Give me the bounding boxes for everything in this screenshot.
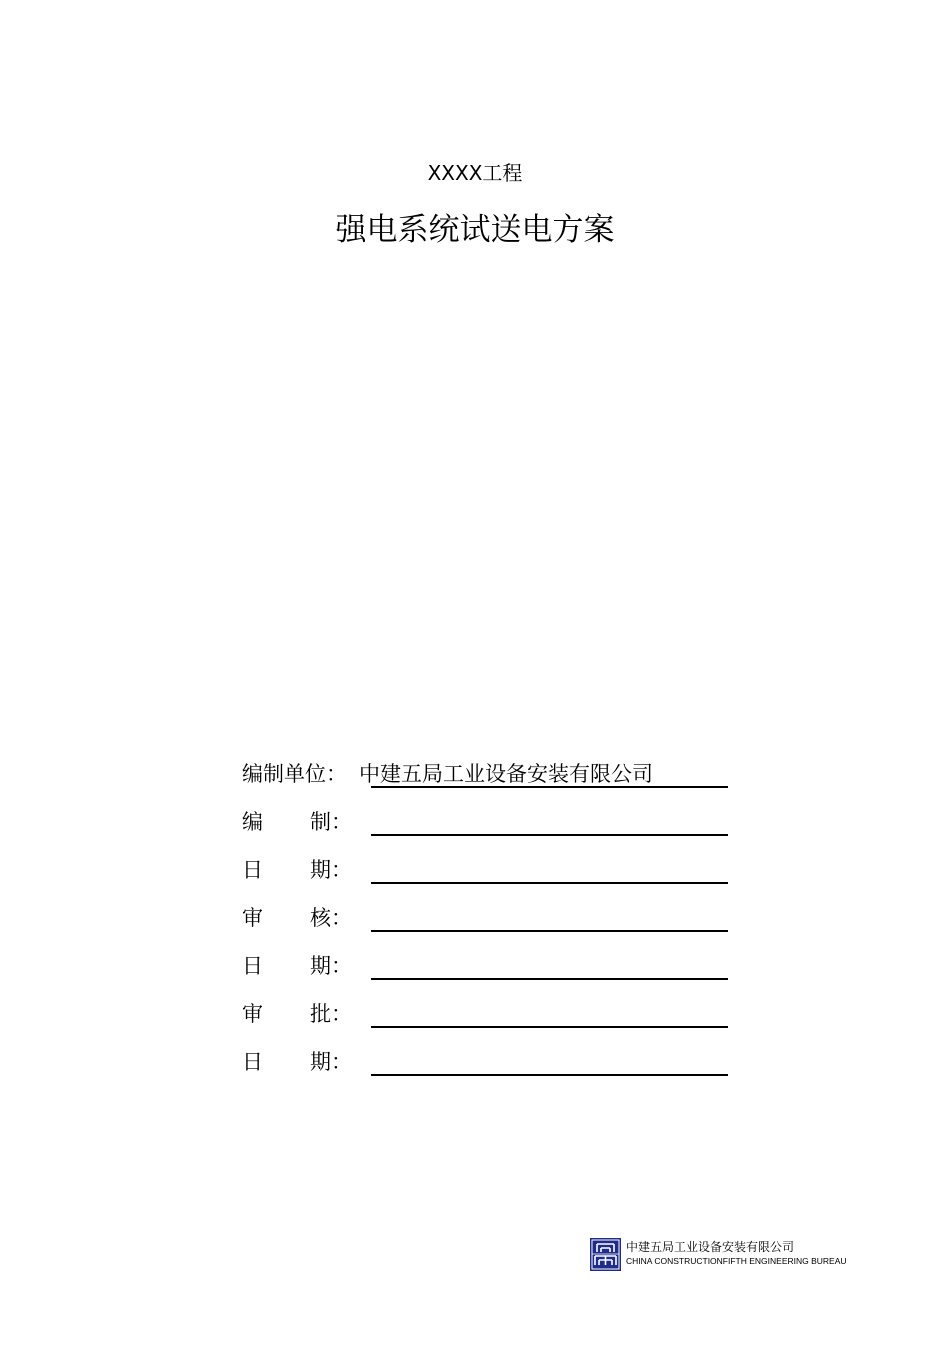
compiler-label (242, 809, 352, 835)
sign-row-approve-date (242, 1046, 732, 1094)
approver-label-right: 批： (310, 1002, 352, 1026)
project-name: XXXX工程 (427, 161, 523, 185)
approve-date-label (242, 1049, 352, 1075)
review-date-underline (371, 978, 728, 980)
review-date-label (242, 953, 352, 979)
footer-company-name-en: CHINA CONSTRUCTIONFIFTH ENGINEERING BUREAU (626, 1256, 847, 1266)
compiler-underline (371, 834, 728, 836)
sign-off-block (242, 758, 732, 1094)
review-date-label-right: 期： (310, 954, 352, 978)
reviewer-underline (371, 930, 728, 932)
compile-date-label (242, 857, 352, 883)
compiler-label-right: 制： (310, 810, 352, 834)
reviewer-label-right: 核： (310, 906, 352, 930)
sign-row-review-date (242, 950, 732, 998)
approve-date-underline (371, 1074, 728, 1076)
unit-underline (371, 786, 728, 788)
compile-date-underline (371, 882, 728, 884)
footer-company-logo (590, 1238, 920, 1274)
approver-underline (371, 1026, 728, 1028)
compiler-label-left: 编 (242, 810, 263, 834)
approve-date-label-right: 期： (310, 1050, 352, 1074)
compile-date-label-left: 日 (242, 858, 263, 882)
sign-row-compile-date (242, 854, 732, 902)
reviewer-label (242, 905, 352, 931)
sign-row-reviewer (242, 902, 732, 950)
compile-date-label-right: 期： (310, 858, 352, 882)
unit-label: 编制单位： (242, 762, 347, 786)
reviewer-label-left: 审 (242, 906, 263, 930)
approve-date-label-left: 日 (242, 1050, 263, 1074)
review-date-label-left: 日 (242, 954, 263, 978)
unit-value: 中建五局工业设备安装有限公司 (359, 762, 653, 786)
footer-company-name-cn: 中建五局工业设备安装有限公司 (626, 1240, 795, 1254)
approver-label (242, 1001, 352, 1027)
sign-row-compiler (242, 806, 732, 854)
sign-row-unit (242, 758, 732, 806)
sign-row-approver (242, 998, 732, 1046)
document-title: 强电系统试送电方案 (335, 212, 615, 248)
approver-label-left: 审 (242, 1002, 263, 1026)
cscec-logo-icon (590, 1238, 621, 1271)
